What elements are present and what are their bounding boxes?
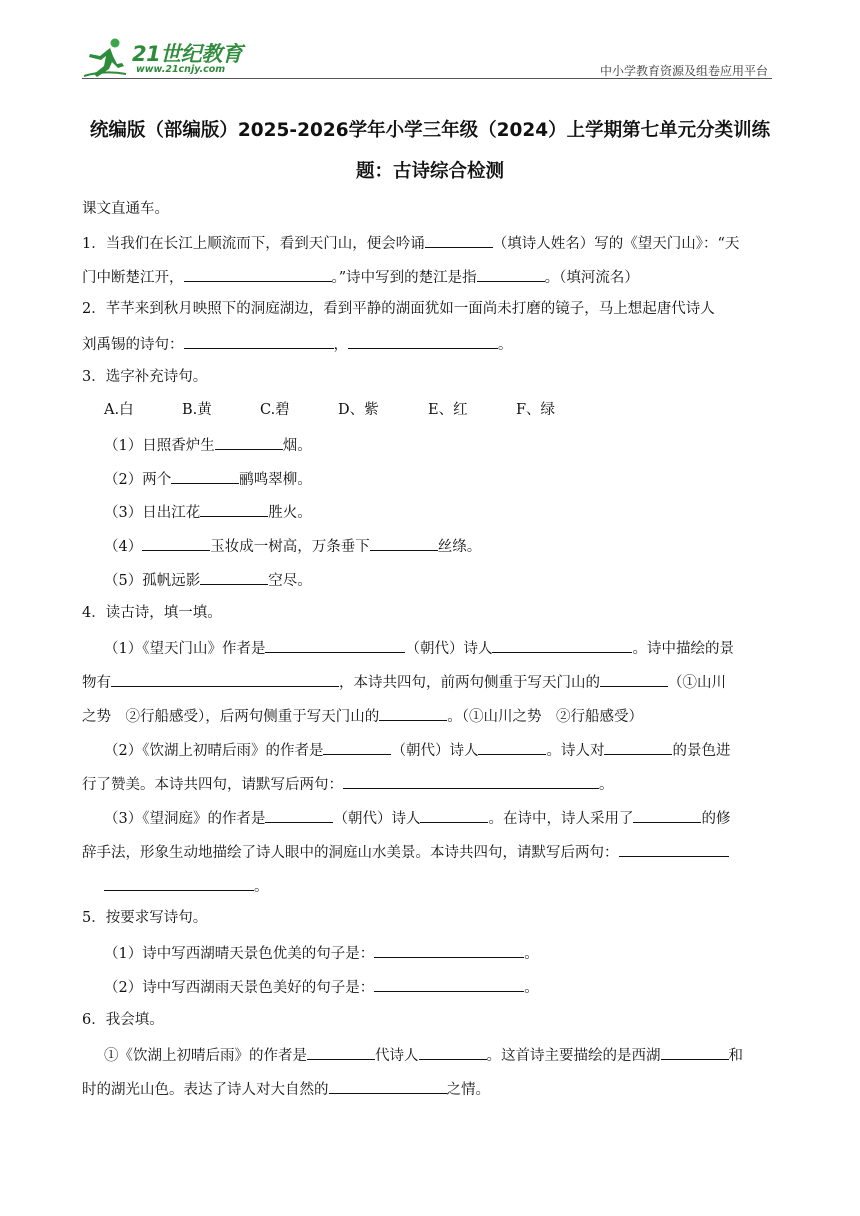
- q2-text-c: ，: [333, 337, 348, 353]
- answer-blank[interactable]: [661, 1044, 729, 1060]
- answer-blank[interactable]: [425, 232, 493, 248]
- answer-blank[interactable]: [600, 671, 668, 687]
- q6-text-a: ①《饮湖上初晴后雨》的作者是: [104, 1048, 307, 1064]
- q4-p3-text-f: 。: [254, 879, 269, 895]
- q2-line-2: [82, 333, 513, 355]
- platform-name: 中小学教育资源及组卷应用平台: [599, 64, 768, 78]
- answer-blank[interactable]: [142, 535, 210, 551]
- answer-blank[interactable]: [478, 739, 546, 755]
- q3-item-1-text: （1）日照香炉生: [104, 438, 215, 454]
- q1-text-e: 。（填河流名）: [544, 270, 639, 286]
- q4-title: 4．读古诗，填一填。: [82, 605, 222, 621]
- q1-text-a: 1．当我们在长江上顺流而下，看到天门山，便会吟诵: [82, 236, 425, 252]
- answer-blank[interactable]: [184, 266, 332, 282]
- q3-item-5: [104, 569, 312, 591]
- q3-item-1-end: 烟。: [282, 438, 312, 454]
- q3-item-3: [104, 501, 312, 523]
- answer-blank[interactable]: [419, 1044, 487, 1060]
- q4-p1-text-b: （朝代）诗人: [405, 641, 493, 657]
- q4-p1-text-d: 物有: [82, 675, 111, 691]
- q4-p2-text-d: 的景色进: [672, 743, 731, 759]
- runner-logo-icon: [82, 36, 130, 80]
- answer-blank[interactable]: [184, 333, 334, 349]
- q4-p3-text-b: （朝代）诗人: [333, 811, 421, 827]
- answer-blank[interactable]: [307, 1044, 375, 1060]
- q4-p1-text-h: 。（①山川之势 ②行船感受）: [447, 709, 643, 725]
- q3-options: [104, 400, 576, 420]
- q5-item-2-end: 。: [524, 980, 539, 996]
- answer-blank[interactable]: [200, 569, 268, 585]
- answer-blank[interactable]: [633, 807, 701, 823]
- answer-blank[interactable]: [379, 705, 447, 721]
- q3-item-4-end: 丝绦。: [437, 539, 482, 555]
- q1-line-1: [82, 232, 739, 254]
- q4-p2-text-b: （朝代）诗人: [391, 743, 479, 759]
- q6-text-e: 时的湖光山色。表达了诗人对大自然的: [82, 1082, 329, 1098]
- q3-item-5-text: （5）孤帆远影: [104, 573, 201, 589]
- q3-item-2-end: 鹂鸣翠柳。: [239, 472, 312, 488]
- q2-text-b: 刘禹锡的诗句：: [82, 337, 184, 353]
- option-c: C.碧: [260, 402, 290, 418]
- option-f: F、绿: [516, 402, 556, 418]
- answer-blank[interactable]: [370, 535, 438, 551]
- q1-text-b: （填诗人姓名）写的《望天门山》：“天: [492, 236, 740, 252]
- answer-blank[interactable]: [492, 637, 632, 653]
- answer-blank[interactable]: [619, 841, 729, 857]
- answer-blank[interactable]: [477, 266, 545, 282]
- q5-title: 5．按要求写诗句。: [82, 910, 208, 926]
- q5-item-2-text: （2）诗中写西湖雨天景色美好的句子是：: [104, 980, 375, 996]
- option-d: D、紫: [338, 402, 379, 418]
- q4-p3-line-3: [104, 875, 269, 897]
- q4-p3-line-2: [82, 841, 729, 863]
- q4-p2-line-1: [104, 739, 730, 761]
- q4-p3-text-c: 。在诗中，诗人采用了: [488, 811, 634, 827]
- q4-p1-text-e: ，本诗共四句，前两句侧重于写天门山的: [339, 675, 600, 691]
- logo-url: www.21cnjy.com: [136, 64, 226, 75]
- q6-line-2: [82, 1078, 490, 1100]
- q4-p1-line-1: [104, 637, 734, 659]
- q3-item-5-end: 空尽。: [268, 573, 312, 589]
- page-header: [82, 34, 772, 82]
- q1-text-c: 门中断楚江开，: [82, 270, 184, 286]
- logo-text: 21世纪教育: [132, 42, 243, 66]
- answer-blank[interactable]: [604, 739, 672, 755]
- document-title-line-2: 题：古诗综合检测: [355, 161, 504, 182]
- answer-blank[interactable]: [200, 501, 268, 517]
- q4-p3-line-1: [104, 807, 730, 829]
- q2-text-d: 。: [498, 337, 513, 353]
- q4-p3-text-e: 辞手法，形象生动地描绘了诗人眼中的洞庭山水美景。本诗共四句，请默写后两句：: [82, 845, 619, 861]
- q4-p1-text-a: （1）《望天门山》作者是: [104, 641, 266, 657]
- answer-blank[interactable]: [323, 739, 391, 755]
- option-b: B.黄: [182, 402, 212, 418]
- answer-blank[interactable]: [329, 1078, 447, 1094]
- document-title-line-1: 统编版（部编版）2025-2026学年小学三年级（2024）上学期第七单元分类训练: [89, 120, 771, 141]
- q2-line-1: 2．芊芊来到秋月映照下的洞庭湖边，看到平静的湖面犹如一面尚未打磨的镜子，马上想起唐代诗人: [82, 301, 715, 317]
- q6-title: 6．我会填。: [82, 1012, 164, 1028]
- answer-blank[interactable]: [343, 773, 599, 789]
- q4-p1-line-2: [82, 671, 726, 693]
- q3-item-2: [104, 468, 312, 490]
- q4-p2-text-c: 。诗人对: [546, 743, 605, 759]
- q4-p3-text-d: 的修: [701, 811, 731, 827]
- q6-text-f: 之情。: [446, 1082, 490, 1098]
- q4-p2-line-2: [82, 773, 614, 795]
- q5-item-2: [104, 976, 539, 998]
- answer-blank[interactable]: [111, 671, 339, 687]
- q6-text-b: 代诗人: [375, 1048, 419, 1064]
- q3-title: 3．选字补充诗句。: [82, 369, 208, 385]
- q1-text-d: 。”诗中写到的楚江是指: [331, 270, 477, 286]
- answer-blank[interactable]: [374, 976, 524, 992]
- answer-blank[interactable]: [171, 468, 239, 484]
- q3-item-1: [104, 434, 312, 456]
- answer-blank[interactable]: [265, 637, 405, 653]
- q3-item-4: [104, 535, 481, 557]
- logo: [82, 36, 262, 80]
- q5-item-1: [104, 942, 539, 964]
- q3-item-3-text: （3）日出江花: [104, 505, 201, 521]
- q5-item-1-end: 。: [524, 946, 539, 962]
- intro-text: 课文直通车。: [82, 201, 169, 217]
- q1-line-2: [82, 266, 639, 288]
- option-a: A.白: [104, 402, 134, 418]
- q5-item-1-text: （1）诗中写西湖晴天景色优美的句子是：: [104, 946, 375, 962]
- q3-item-2-text: （2）两个: [104, 472, 172, 488]
- q6-line-1: [104, 1044, 743, 1066]
- q4-p1-text-c: 。诗中描绘的景: [632, 641, 734, 657]
- q3-item-4-mid: 玉妆成一树高，万条垂下: [210, 539, 370, 555]
- answer-blank[interactable]: [420, 807, 488, 823]
- q6-text-d: 和: [728, 1048, 743, 1064]
- q3-item-3-end: 胜火。: [268, 505, 312, 521]
- q3-item-4-text: （4）: [104, 539, 143, 555]
- q4-p1-text-g: 之势 ②行船感受），后两句侧重于写天门山的: [82, 709, 380, 725]
- answer-blank[interactable]: [348, 333, 498, 349]
- answer-blank[interactable]: [265, 807, 333, 823]
- q4-p2-text-f: 。: [599, 777, 614, 793]
- answer-blank[interactable]: [215, 434, 283, 450]
- answer-blank[interactable]: [374, 942, 524, 958]
- q4-p2-text-a: （2）《饮湖上初晴后雨》的作者是: [104, 743, 324, 759]
- q4-p1-text-f: （①山川: [668, 675, 726, 691]
- answer-blank[interactable]: [104, 875, 254, 891]
- q4-p3-text-a: （3）《望洞庭》的作者是: [104, 811, 266, 827]
- q6-text-c: 。这首诗主要描绘的是西湖: [486, 1048, 661, 1064]
- header-divider: [82, 78, 772, 79]
- q4-p2-text-e: 行了赞美。本诗共四句，请默写后两句：: [82, 777, 343, 793]
- option-e: E、红: [428, 402, 468, 418]
- q4-p1-line-3: [82, 705, 643, 727]
